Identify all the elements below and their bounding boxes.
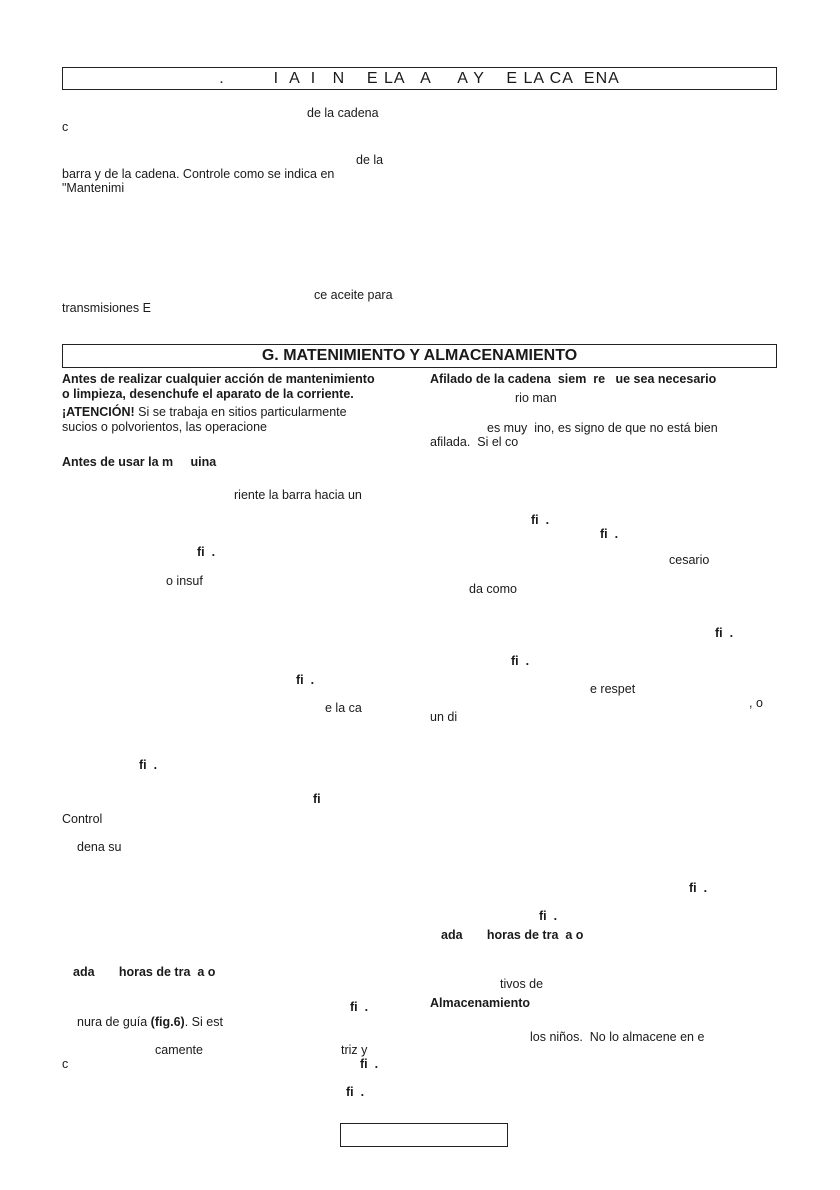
text-fragment: o insuf — [166, 574, 203, 588]
text-fragment-c: . Si est — [184, 1015, 223, 1029]
text-fragment: da como — [469, 582, 517, 596]
fig-6-reference: (fig.6) — [150, 1015, 185, 1029]
text-fragment: ce aceite para — [314, 288, 393, 302]
text-fragment: , o — [749, 696, 763, 710]
text-fragment: triz y — [341, 1043, 368, 1057]
text-fragment: camente — [155, 1043, 203, 1057]
text-fragment: de la cadena — [307, 106, 379, 120]
text-fragment: afilada. Si el co — [430, 435, 519, 449]
text-fragment: c — [62, 1057, 69, 1071]
hours-heading-right: ada horas de tra a o — [441, 928, 584, 942]
text-fragment: sucios o polvorientos, las operacione — [62, 420, 267, 434]
text-fragment: fi — [313, 792, 321, 806]
hours-heading-left: ada horas de tra a o — [73, 965, 216, 979]
text-fragment — [77, 1015, 223, 1030]
text-fragment: rio man — [515, 391, 557, 405]
page-footer-box — [340, 1123, 508, 1147]
text-fragment: fi . — [139, 758, 158, 772]
attention-text: Si se trabaja en sitios particularmente — [134, 405, 347, 419]
section-g-title: G. MATENIMIENTO Y ALMACENAMIENTO — [62, 344, 777, 368]
text-fragment: fi . — [511, 654, 530, 668]
text-fragment: fi . — [360, 1057, 379, 1071]
text-fragment: fi . — [689, 881, 708, 895]
attention-label: ¡ATENCIÓN! — [62, 405, 135, 419]
text-fragment: barra y de la cadena. Controle como se indica en — [62, 167, 335, 181]
text-fragment: fi . — [296, 673, 315, 687]
text-fragment: es muy ino, es signo de que no está bien — [487, 421, 718, 435]
text-fragment: fi . — [346, 1085, 365, 1099]
section-f-title: . I A I N E LA A A Y E LA CA ENA — [62, 67, 777, 90]
chain-sharpening-heading: Afilado de la cadena siem re ue sea necesario — [430, 372, 717, 386]
text-fragment: fi . — [197, 545, 216, 559]
attention-note — [62, 405, 347, 420]
text-fragment: fi . — [539, 909, 558, 923]
text-fragment: fi . — [600, 527, 619, 541]
text-fragment: e la ca — [325, 701, 362, 715]
text-fragment: un di — [430, 710, 458, 724]
text-fragment: de la — [356, 153, 384, 167]
before-use-heading: Antes de usar la m uina — [62, 455, 217, 469]
text-fragment: cesario — [669, 553, 710, 567]
text-fragment: transmisiones E — [62, 301, 151, 315]
text-fragment: dena su — [77, 840, 122, 854]
text-fragment: riente la barra hacia un — [234, 488, 362, 502]
maintenance-warning-line-2: o limpieza, desenchufe el aparato de la corriente. — [62, 387, 354, 401]
text-fragment: c — [62, 120, 69, 134]
text-fragment: fi . — [531, 513, 550, 527]
text-fragment: tivos de — [500, 977, 544, 991]
text-fragment: fi . — [350, 1000, 369, 1014]
text-fragment: fi . — [715, 626, 734, 640]
text-fragment: los niños. No lo almacene en e — [530, 1030, 705, 1044]
text-fragment: "Mantenimi — [62, 181, 125, 195]
text-fragment: Control — [62, 812, 103, 826]
storage-heading: Almacenamiento — [430, 996, 531, 1010]
text-fragment: e respet — [590, 682, 636, 696]
text-fragment-a: nura de guía — [77, 1015, 151, 1029]
maintenance-warning-line-1: Antes de realizar cualquier acción de mantenimiento — [62, 372, 375, 386]
